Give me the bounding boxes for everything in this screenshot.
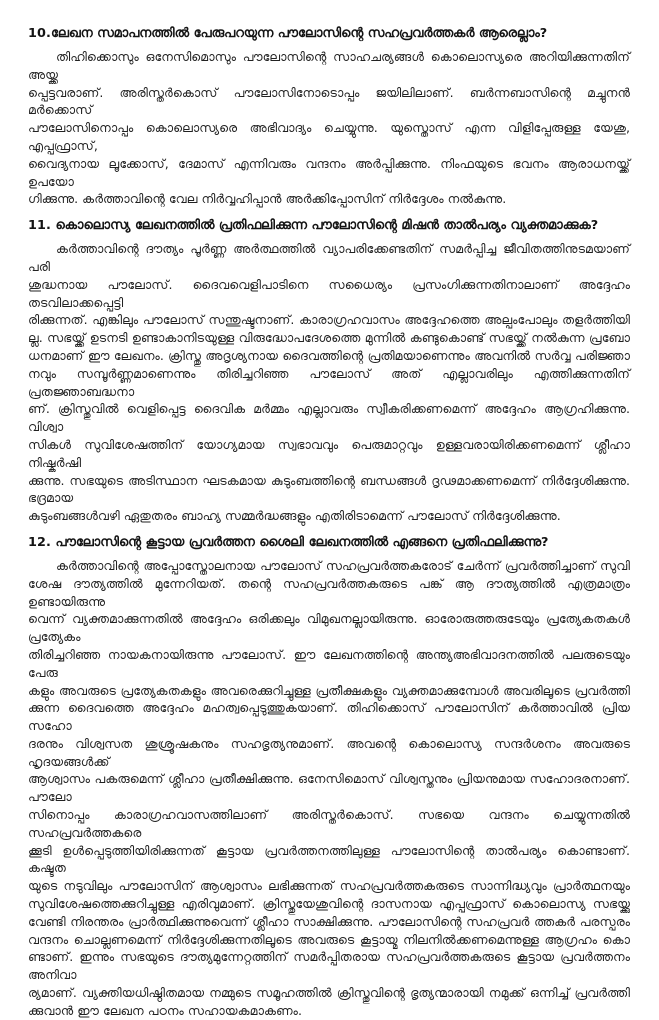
answer-line: പൗലോസിനൊപ്പം കൊലൊസ്യരെ അഭിവാദ്യം ചെയ്യുന്നു. യുസ്തൊസ് എന്ന വിളിപ്പേരുള്ള യേശു, എപ്പഫ്രാസ്, [28,120,630,153]
answer-line: ഗിക്കുന്നു. കർത്താവിന്റെ വേല നിർവ്വഹിപ്പാൻ അർക്കിപ്പോസിന് നിർദ്ദേശം നൽകുന്നു. [28,191,507,207]
answer-line: കളും അവരുടെ പ്രത്യേകതകളും അവരെക്കുറിച്ചുള്ള പ്രതീക്ഷകളും വ്യക്തമാക്കുമ്പോൾ അവരിലൂടെ പ്രവർത്തി [28,682,630,698]
answer-line: രിക്കുന്നത്. എങ്കിലും പൗലോസ് സന്തുഷ്ടനാണ്. കാരാഗ്രഹവാസം അദ്ദേഹത്തെ അല്പംപോലും തളർത്തിയി [28,312,630,328]
answer-line: വൈദ്യനായ ലൂക്കോസ്, ദേമാസ് എന്നിവരും വന്ദനം അർപ്പിക്കുന്നു. നിംഫയുടെ ഭവനം ആരാധനയ്ക്ക് ഉപയോ [28,155,630,189]
answer-line: സുവിശേഷത്തെക്കുറിച്ചുള്ള എരിവുമാണ്. ക്രിസ്തുയേശുവിന്റെ ദാസനായ എപ്പഫ്രാസ് കൊലൊസ്യ സഭയ്ക്കു [28,896,630,912]
answer-line: ല്ല. സഭയ്ക്ക് ഉടനടി ഉണ്ടാകാനിടയുള്ള വിരുദ്ധോപദേശത്തെ മുന്നിൽ കണ്ടുകൊണ്ട് സഭയ്ക്ക് നൽകുന്ന പ്രബോ [28,330,630,346]
answer-line: വേണ്ടി നിരന്തരം പ്രാർത്ഥിക്കുന്നുവെന്ന് ശ്ലീഹാ സാക്ഷിക്കുന്നു. പൗലോസിന്റെ സഹപ്രവർ ത്തകർ പരസ്പരം [28,913,630,929]
answer-line: യുടെ നടുവിലും പൗലോസിന് ആശ്വാസം ലഭിക്കുന്നത് സഹപ്രവർത്തകരുടെ സാന്നിദ്ധ്യവും പ്രാർത്ഥനയും [28,878,630,894]
answer-paragraph-11 [28,240,630,525]
qa-section-11 [28,217,630,525]
answer-paragraph-12 [28,557,630,1020]
answer-line: കർത്താവിന്റെ അപ്പോസ്തോലനായ പൗലോസ് സഹപ്രവർത്തകരോട് ചേർന്ന് പ്രവർത്തിച്ചാണ് സുവി [56,557,630,573]
answer-line: കുടുംബങ്ങൾവഴി ഏതുതരം ബാഹ്യ സമ്മർദ്ധങ്ങളും എതിരിടാമെന്ന് പൗലോസ് നിർദ്ദേശിക്കുന്നു. [28,508,561,524]
answer-line: ആശ്വാസം പകരുമെന്ന് ശ്ലീഹാ പ്രതീക്ഷിക്കുന്നു. ഒനേസിമൊസ് വിശ്വസ്തനും പ്രിയനുമായ സഹോദരനാണ്. പൗലോ [28,771,630,805]
qa-section-12 [28,534,630,1020]
answer-line: ശേഷ ദൗത്യത്തിൽ മുന്നേറിയത്. തന്റെ സഹപ്രവർത്തകരുടെ പങ്ക് ആ ദൗത്യത്തിൽ എത്രമാത്രം ഉണ്ടായിരുന്നു [28,575,630,609]
answer-line: തിഹിക്കൊസും ഒനേസിമൊസും പൗലോസിന്റെ സാഹചര്യങ്ങൾ കൊലൊസ്യരെ അറിയിക്കുന്നതിന് അയ്ക്ക [28,49,630,82]
answer-line: ധനമാണ് ഈ ലേഖനം. ക്രിസ്തു അദൃശ്യനായ ദൈവത്തിന്റെ പ്രതിമയാണെന്നും അവനിൽ സർവ്വ പരിജ്ഞാ [28,347,630,363]
answer-line: വെന്ന് വ്യക്തമാക്കുന്നതിൽ അദ്ദേഹം ഒരിക്കലും വിമുഖനല്ലായിരുന്നു. ഓരോരുത്തരുടേയും പ്രത്യേകതകൾ പ്രത്യേകം [28,611,630,645]
question-heading-10: 10.ലേഖന സമാപനത്തിൽ പേരുപറയുന്ന പൗലോസിന്റെ സഹപ്രവർത്തകർ ആരെല്ലാം? [28,26,548,41]
answer-line: കർത്താവിന്റെ ദൗത്യം പൂർണ്ണ അർത്ഥത്തിൽ വ്യാപരിക്കേണ്ടതിന് സമർപ്പിച്ച ജീവിതത്തിനുടമയാണ് പരി [28,241,630,274]
answer-paragraph-10 [28,48,630,208]
answer-line: ര്യമാണ്. വ്യക്തിയധിഷ്ഠിതമായ നമ്മുടെ സമൂഹത്തിൽ ക്രിസ്തുവിന്റെ ഭൃത്യന്മാരായി നമുക്ക് ഒന്നിച്ച് പ്രവർത്തി [28,985,630,1001]
answer-line: ണ്. ക്രിസ്തുവിൽ വെളിപ്പെട്ട ദൈവിക മർമ്മം എല്ലാവരും സ്വീകരിക്കണമെന്ന് അദ്ദേഹം ആഗ്രഹിക്കുന്നു. വിശ്വാ [28,401,630,435]
question-heading-12: 12. പൗലോസിന്റെ കൂട്ടായ പ്രവർത്തന ശൈലി ലേഖനത്തിൽ എങ്ങനെ പ്രതിഫലിക്കുന്നു? [28,534,549,550]
answer-line: ണ്ടാണ്. ഇന്നും സഭയുടെ ദൗത്യമുന്നേറ്റത്തിന് സമർപ്പിതരായ സഹപ്രവർത്തകരുടെ കൂട്ടായ പ്രവർത്തനം അനിവാ [28,949,630,983]
answer-line: തിരിച്ചറിഞ്ഞ നായകനായിരുന്നു പൗലോസ്. ഈ ലേഖനത്തിന്റെ അന്ത്യഅഭിവാദനത്തിൽ പലരുടെയും പേരു [28,646,630,680]
answer-line: ദരനും വിശ്വസത ശുശ്രൂഷകനും സഹഭൃത്യനുമാണ്. അവന്റെ കൊലൊസ്യ സന്ദർശനം അവരുടെ ഹൃദയങ്ങൾക്ക് [28,735,630,769]
answer-line: ക്കുന്നു. സഭയുടെ അടിസ്ഥാന ഘടകമായ കുടുംബത്തിന്റെ ബന്ധങ്ങൾ ദൃഢമാക്കണമെന്ന് നിർദ്ദേശിക്കുന്നു. ഭദ്രമായ [28,472,630,506]
answer-line: ശുദ്ധനായ പൗലോസ്. ദൈവവെളിപാടിനെ സധൈര്യം പ്രസംഗിക്കുന്നതിനാലാണ് അദ്ദേഹം തടവിലാക്കപ്പെട്ടി [28,276,630,310]
answer-line: സിനൊപ്പം കാരാഗ്രഹവാസത്തിലാണ് അരിസ്തർകൊസ്. സഭയെ വന്ദനം ചെയ്യുന്നതിൽ സഹപ്രവർത്തകരെ [28,807,630,840]
answer-line: ക്കുന്ന ദൈവത്തെ അദ്ദേഹം മഹത്വപ്പെടുത്തുകയാണ്. തിഹിക്കൊസ് പൗലോസിന് കർത്താവിൽ പ്രിയ സഹോ [28,700,630,734]
answer-line: വന്ദനം ചൊല്ലണമെന്ന് നിർദ്ദേശിക്കുന്നതിലൂടെ അവരുടെ കൂട്ടായ്മ നിലനിൽക്കണമെന്നുള്ള ആഗ്രഹം കൊ [28,931,630,947]
answer-line: പ്പെട്ടവരാണ്. അരിസ്തർകൊസ് പൗലോസിനോടൊപ്പം ജയിലിലാണ്. ബർന്നബാസിന്റെ മച്ചുനൻ മർക്കൊസ് [28,84,630,118]
answer-line: നവും സമ്പൂർണ്ണമാണെന്നും തിരിച്ചറിഞ്ഞ പൗലോസ് അത് എല്ലാവരിലും എത്തിക്കുന്നതിന് പ്രതജ്ഞാബദ്ധനാ [28,365,630,399]
answer-line: ക്കൂടി ഉൾപ്പെടുത്തിയിരിക്കുന്നത് കൂട്ടായ പ്രവർത്തനത്തിലുള്ള പൗലോസിന്റെ താൽപര്യം കൊണ്ടാണ്. കഷ്ടത [28,842,630,876]
answer-line: സികൾ സുവിശേഷത്തിന് യോഗ്യമായ സ്വഭാവവും പെരുമാറ്റവും ഉള്ളവരായിരിക്കണമെന്ന് ശ്ലീഹാ നിഷ്കർഷി [28,436,630,470]
answer-line: ക്കുവാൻ ഈ ലേഖന പഠനം സഹായകമാകണം. [28,1002,302,1018]
question-heading-11: 11. കൊലൊസ്യ ലേഖനത്തിൽ പ്രതിഫലിക്കുന്ന പൗലോസിന്റെ മിഷൻ താൽപര്യം വ്യക്തമാക്കുക? [28,218,599,234]
qa-section-10 [28,25,630,208]
